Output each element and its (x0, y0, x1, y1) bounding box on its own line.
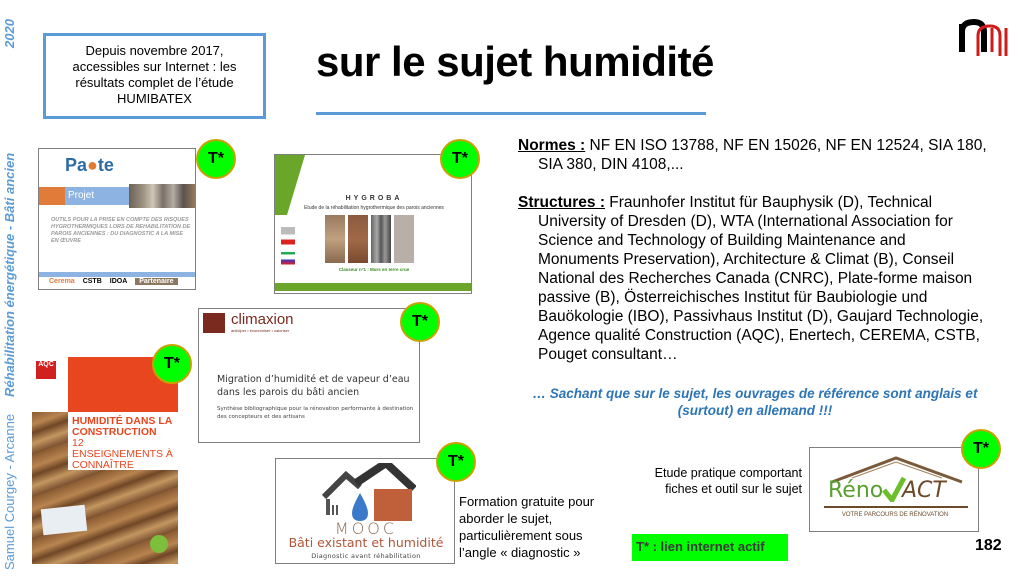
references-text (518, 136, 988, 364)
partners-logos (49, 278, 189, 285)
sidebar-year: 2020 (2, 19, 17, 48)
link-badge-renovact[interactable]: T* (961, 429, 1001, 469)
wall-photo (394, 215, 414, 263)
hygroba-green-bar (275, 283, 472, 291)
wall-photo (348, 215, 368, 263)
aqc-thumbnail[interactable] (32, 357, 178, 564)
structures-label: Structures : (518, 194, 605, 211)
slide-title: sur le sujet humidité (316, 38, 714, 85)
wall-photo (325, 215, 345, 263)
title-underline (316, 112, 706, 115)
pacte-logo-b: te (97, 155, 114, 175)
aqc-seal-icon (150, 535, 168, 553)
wall-photo (371, 215, 391, 263)
mooc-title: Bâti existant et humidité (288, 535, 444, 550)
climaxion-thumbnail[interactable] (198, 308, 420, 443)
info-line: résultats complet de l’étude (75, 75, 234, 90)
link-legend: T* : lien internet actif (632, 534, 788, 561)
climaxion-heading: Migration d’humidité et de vapeur d’eau dans les parois du bâti ancien (217, 374, 410, 398)
link-badge-climaxion[interactable]: T* (400, 302, 440, 342)
normes-label: Normes : (518, 137, 586, 154)
pacte-logo-c: ● (87, 155, 98, 175)
humibatex-info-box (43, 33, 266, 119)
opera-description: OUTILS POUR LA PRISE EN COMPTE DES RISQUES HYGROTHERMIQUES LORS DE REHABILITATION DE PAROIS ANCIENNES : DU DIAGNOSTIC A LA MISE EN ŒUVRE (51, 217, 191, 244)
house-drop-icon (316, 463, 416, 525)
aqc-logo: AQC (36, 361, 56, 379)
sidebar-topic: Réhabilitation énergétique - Bâti ancien (2, 152, 17, 398)
link-badge-mooc[interactable]: T* (436, 442, 476, 482)
info-line: HUMIBATEX (117, 91, 192, 106)
aqc-title-box (68, 412, 178, 470)
partner-cstb: CSTB (82, 278, 102, 285)
renovact-tagline: VOTRE PARCOURS DE RÉNOVATION (841, 512, 949, 518)
page-number: 182 (975, 537, 1002, 554)
aqc-title-light: 12 ENSEIGNEMENTS À CONNAÎTRE (72, 437, 173, 471)
mooc-label: MOOC (334, 519, 398, 538)
aqc-title-bold: HUMIDITÉ DANS LA CONSTRUCTION (72, 415, 172, 438)
pacte-orange-band (39, 187, 65, 205)
pacte-logo (65, 155, 114, 176)
mooc-thumbnail[interactable] (275, 458, 455, 564)
link-badge-pacte[interactable]: T* (196, 139, 236, 179)
renovact-caption: Etude pratique comportant fiches et outil sur le sujet (654, 466, 802, 496)
arcanne-logo-icon (958, 14, 1014, 60)
hygroba-thumbnail[interactable] (274, 154, 472, 294)
structures-paragraph (518, 193, 988, 364)
hygroba-name: HYGROBA (345, 195, 403, 202)
renovact-underline (824, 506, 968, 508)
renovact-brand-b: ACT (902, 478, 946, 503)
partner-idoa: IDOA (109, 278, 128, 285)
info-line: Depuis novembre 2017, (85, 43, 224, 58)
structures-text: Fraunhofer Institut für Bauphysik (D), Technical University of Dresden (D), WTA (International Association for Science and Technology of Building Maintenance and Monuments Preservation), Architecture & Climat (B), Conseil National des Recherches Canada (CNRC), Plate-forme maison passive (B), Österreichisches Institut für Baubiologie und Bauökologie (IBO), Passivhaus Institut (D), Gaujard Technologie, Agence qualité Construction (AQC), Enertech, CEREMA, CSTB, Pouget consultant… (538, 194, 984, 363)
opera-project-label: Projet OPERA (65, 187, 129, 205)
partners-bar (39, 272, 196, 277)
link-badge-aqc[interactable]: T* (152, 344, 192, 384)
pacte-opera-thumbnail[interactable] (38, 148, 196, 290)
partner-other: Partenaire (135, 278, 177, 285)
climaxion-tagline: anticiper • économiser • valoriser (231, 328, 290, 333)
normes-paragraph (518, 136, 988, 174)
normes-text: NF EN ISO 13788, NF EN 15026, NF EN 12524, SIA 180, SIA 380, DIN 4108,... (538, 137, 987, 173)
hygroba-wall-photos (325, 215, 414, 263)
climaxion-mark-icon (203, 313, 225, 333)
link-badge-hygroba[interactable]: T* (440, 139, 480, 179)
renovact-thumbnail[interactable] (809, 447, 979, 532)
climaxion-subheading: Synthèse bibliographique pour la rénovation performante à destination des concepteurs et des artisans (217, 406, 414, 420)
info-line: accessibles sur Internet : les (72, 59, 237, 74)
sidebar-author: Samuel Courgey - Arcanne (2, 413, 17, 570)
partner-cerema: Cerema (49, 278, 75, 285)
pacte-logo-a: Pa (65, 155, 88, 175)
aqc-wall-gap (41, 505, 87, 535)
opera-photos (129, 184, 196, 208)
emphasis-note: … Sachant que sur le sujet, les ouvrages de référence sont anglais et (surtout) en allemand !!! (532, 386, 978, 418)
mooc-caption: Formation gratuite pour aborder le sujet, particulièrement sous l’angle « diagnostic » (459, 494, 595, 560)
hygroba-caption: Classeur n°1 : Murs en terre crue (338, 267, 410, 272)
hygroba-subtitle: Etude de la réhabilitation hygrothermique des parois anciennes (304, 205, 444, 211)
mooc-subtitle: Diagnostic avant réhabilitation (311, 552, 421, 560)
renovact-brand-a: Réno (828, 478, 884, 503)
climaxion-brand: climaxion (231, 311, 294, 328)
